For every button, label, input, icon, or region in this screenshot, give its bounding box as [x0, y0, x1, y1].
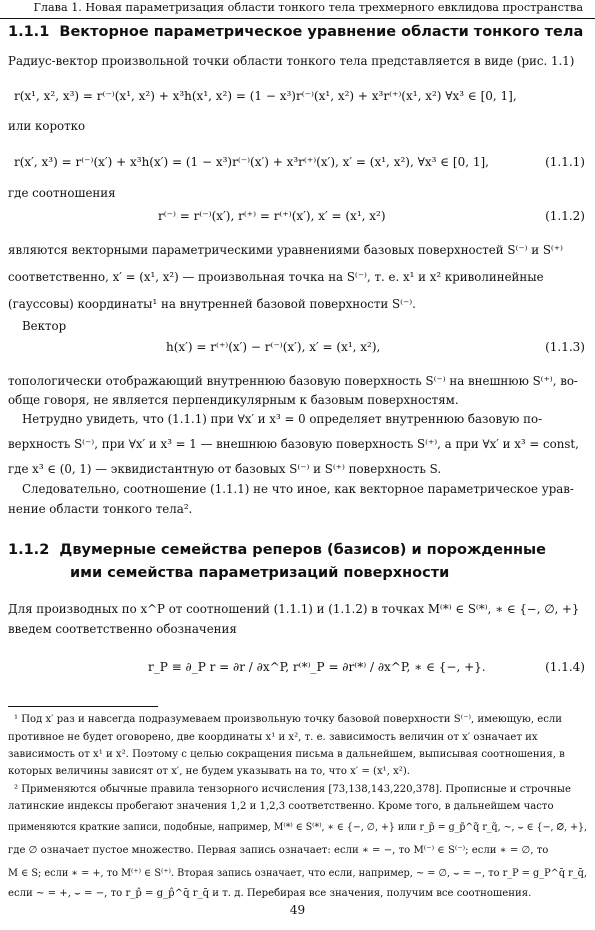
footnote-2-line: латинские индексы пробегают значения 1,2 и 1,2,3 соответственно. Кроме того, в дальнейшем часто — [8, 801, 554, 812]
paragraph-line: Радиус-вектор произвольной точки области тонкого тела представляется в виде (рис. 1.1) — [8, 54, 575, 68]
paragraph-line: верхность S⁽⁻⁾, при ∀x′ и x³ = 1 — внешнюю базовую поверхность S⁽⁺⁾, а при ∀x′ и x³ = const, — [8, 437, 579, 451]
paragraph-line: нение области тонкого тела². — [8, 502, 193, 516]
equation-number: (1.1.4) — [545, 660, 585, 674]
footnote-rule — [8, 706, 158, 707]
paragraph-line: топологически отображающий внутреннюю базовую поверхность S⁽⁻⁾ на внешнюю S⁽⁺⁾, во- — [8, 374, 578, 388]
paragraph-line: введем соответственно обозначения — [8, 622, 237, 636]
paragraph-line: обще говоря, не является перпендикулярным к базовым поверхностям. — [8, 393, 459, 407]
equation-1-1-1: r(x′, x³) = r⁽⁻⁾(x′) + x³h(x′) = (1 − x³)r⁽⁻⁾(x′) + x³r⁽⁺⁾(x′), x′ = (x¹, x²), ∀x³ ∈ [0, 1], — [14, 155, 489, 169]
paragraph-line: или коротко — [8, 119, 86, 133]
footnote-2-line: M ∈ S; если ∗ = +, то M⁽⁺⁾ ∈ S⁽⁺⁾. Вторая запись означает, что если, например, ∼ = ∅, ⌣ = −, то r_P = g_P^q̄ r_q̄, — [8, 868, 588, 879]
running-header: Глава 1. Новая параметризация области тонкого тела трехмерного евклидова пространства — [0, 0, 595, 19]
paragraph-line: где x³ ∈ (0, 1) — эквидистантную от базовых S⁽⁻⁾ и S⁽⁺⁾ поверхность S. — [8, 462, 442, 476]
section-title: Векторное параметрическое уравнение области тонкого тела — [59, 24, 584, 40]
section-number: 1.1.2 — [8, 542, 50, 558]
equation-radius-vector: r(x¹, x², x³) = r⁽⁻⁾(x¹, x²) + x³h(x¹, x²) = (1 − x³)r⁽⁻⁾(x¹, x²) + x³r⁽⁺⁾(x¹, x²) ∀x³ ∈ [0, 1], — [14, 89, 517, 103]
section-title: Двумерные семейства реперов (базисов) и порожденные — [59, 542, 546, 558]
paragraph-line: Следовательно, соотношение (1.1.1) не что иное, как векторное параметрическое урав- — [22, 482, 574, 496]
paragraph-line: являются векторными параметрическими уравнениями базовых поверхностей S⁽⁻⁾ и S⁽⁺⁾ — [8, 243, 563, 257]
equation-number: (1.1.3) — [545, 340, 585, 354]
section-number: 1.1.1 — [8, 24, 50, 40]
footnote-1-line: противное не будет оговорено, две координаты x¹ и x², т. е. зависимость величин от x′ означает их — [8, 732, 538, 743]
paragraph-line: Для производных по x^P от соотношений (1.1.1) и (1.1.2) в точках M⁽*⁾ ∈ S⁽*⁾, ∗ ∈ {−, ∅, +} — [8, 602, 580, 616]
paragraph-line: Вектор — [22, 319, 67, 333]
footnote-1-line: зависимость от x¹ и x². Поэтому с целью сокращения письма в дальнейшем, выписывая соотношения, в — [8, 749, 565, 760]
equation-1-1-4: r_P ≡ ∂_P r = ∂r / ∂x^P, r⁽*⁾_P = ∂r⁽*⁾ / ∂x^P, ∗ ∈ {−, +}. — [148, 660, 486, 674]
footnote-2-line: применяются краткие записи, подобные, например, M⁽*⁾ ∈ S⁽*⁾, ∗ ∈ {−, ∅, +} или r_p̃ = g_p̃^q̃ r_q̃, ∼, ⌣ ∈ {−, ∅, +}, — [8, 822, 587, 833]
section-1-1-1-heading — [8, 24, 583, 40]
equation-number: (1.1.1) — [545, 155, 585, 169]
equation-number: (1.1.2) — [545, 209, 585, 223]
paragraph-line: соответственно, x′ = (x¹, x²) — произвольная точка на S⁽⁻⁾, т. е. x¹ и x² криволинейные — [8, 270, 544, 284]
footnote-2-line: если ∼ = +, ⌣ = −, то r_p̂ = g_p̂^q̄ r_q̄ и т. д. Перебирая все значения, получим все соотношения. — [8, 888, 532, 899]
footnote-2-line: ² Применяются обычные правила тензорного исчисления [73,138,143,220,378]. Прописные и строчные — [14, 784, 571, 795]
footnote-1-line: ¹ Под x′ раз и навсегда подразумеваем произвольную точку базовой поверхности S⁽⁻⁾, имеющую, если — [14, 714, 562, 725]
section-title-line-2: ими семейства параметризаций поверхности — [70, 565, 450, 581]
paragraph-line: (гауссовы) координаты¹ на внутренней базовой поверхности S⁽⁻⁾. — [8, 297, 416, 311]
paragraph-line: Нетрудно увидеть, что (1.1.1) при ∀x′ и x³ = 0 определяет внутреннюю базовую по- — [22, 412, 543, 426]
paragraph-line: где соотношения — [8, 186, 116, 200]
page-number: 49 — [289, 903, 306, 917]
footnote-1-line: которых величины зависят от x′, не будем указывать на то, что x′ = (x¹, x²). — [8, 766, 411, 777]
equation-1-1-2: r⁽⁻⁾ = r⁽⁻⁾(x′), r⁽⁺⁾ = r⁽⁺⁾(x′), x′ = (x¹, x²) — [158, 209, 386, 223]
footnote-2-line: где ∅ означает пустое множество. Первая запись означает: если ∗ = −, то M⁽⁻⁾ ∈ S⁽⁻⁾; если ∗ = ∅, то — [8, 845, 549, 856]
equation-1-1-3: h(x′) = r⁽⁺⁾(x′) − r⁽⁻⁾(x′), x′ = (x¹, x²), — [166, 340, 381, 354]
section-1-1-2-heading — [8, 542, 546, 558]
